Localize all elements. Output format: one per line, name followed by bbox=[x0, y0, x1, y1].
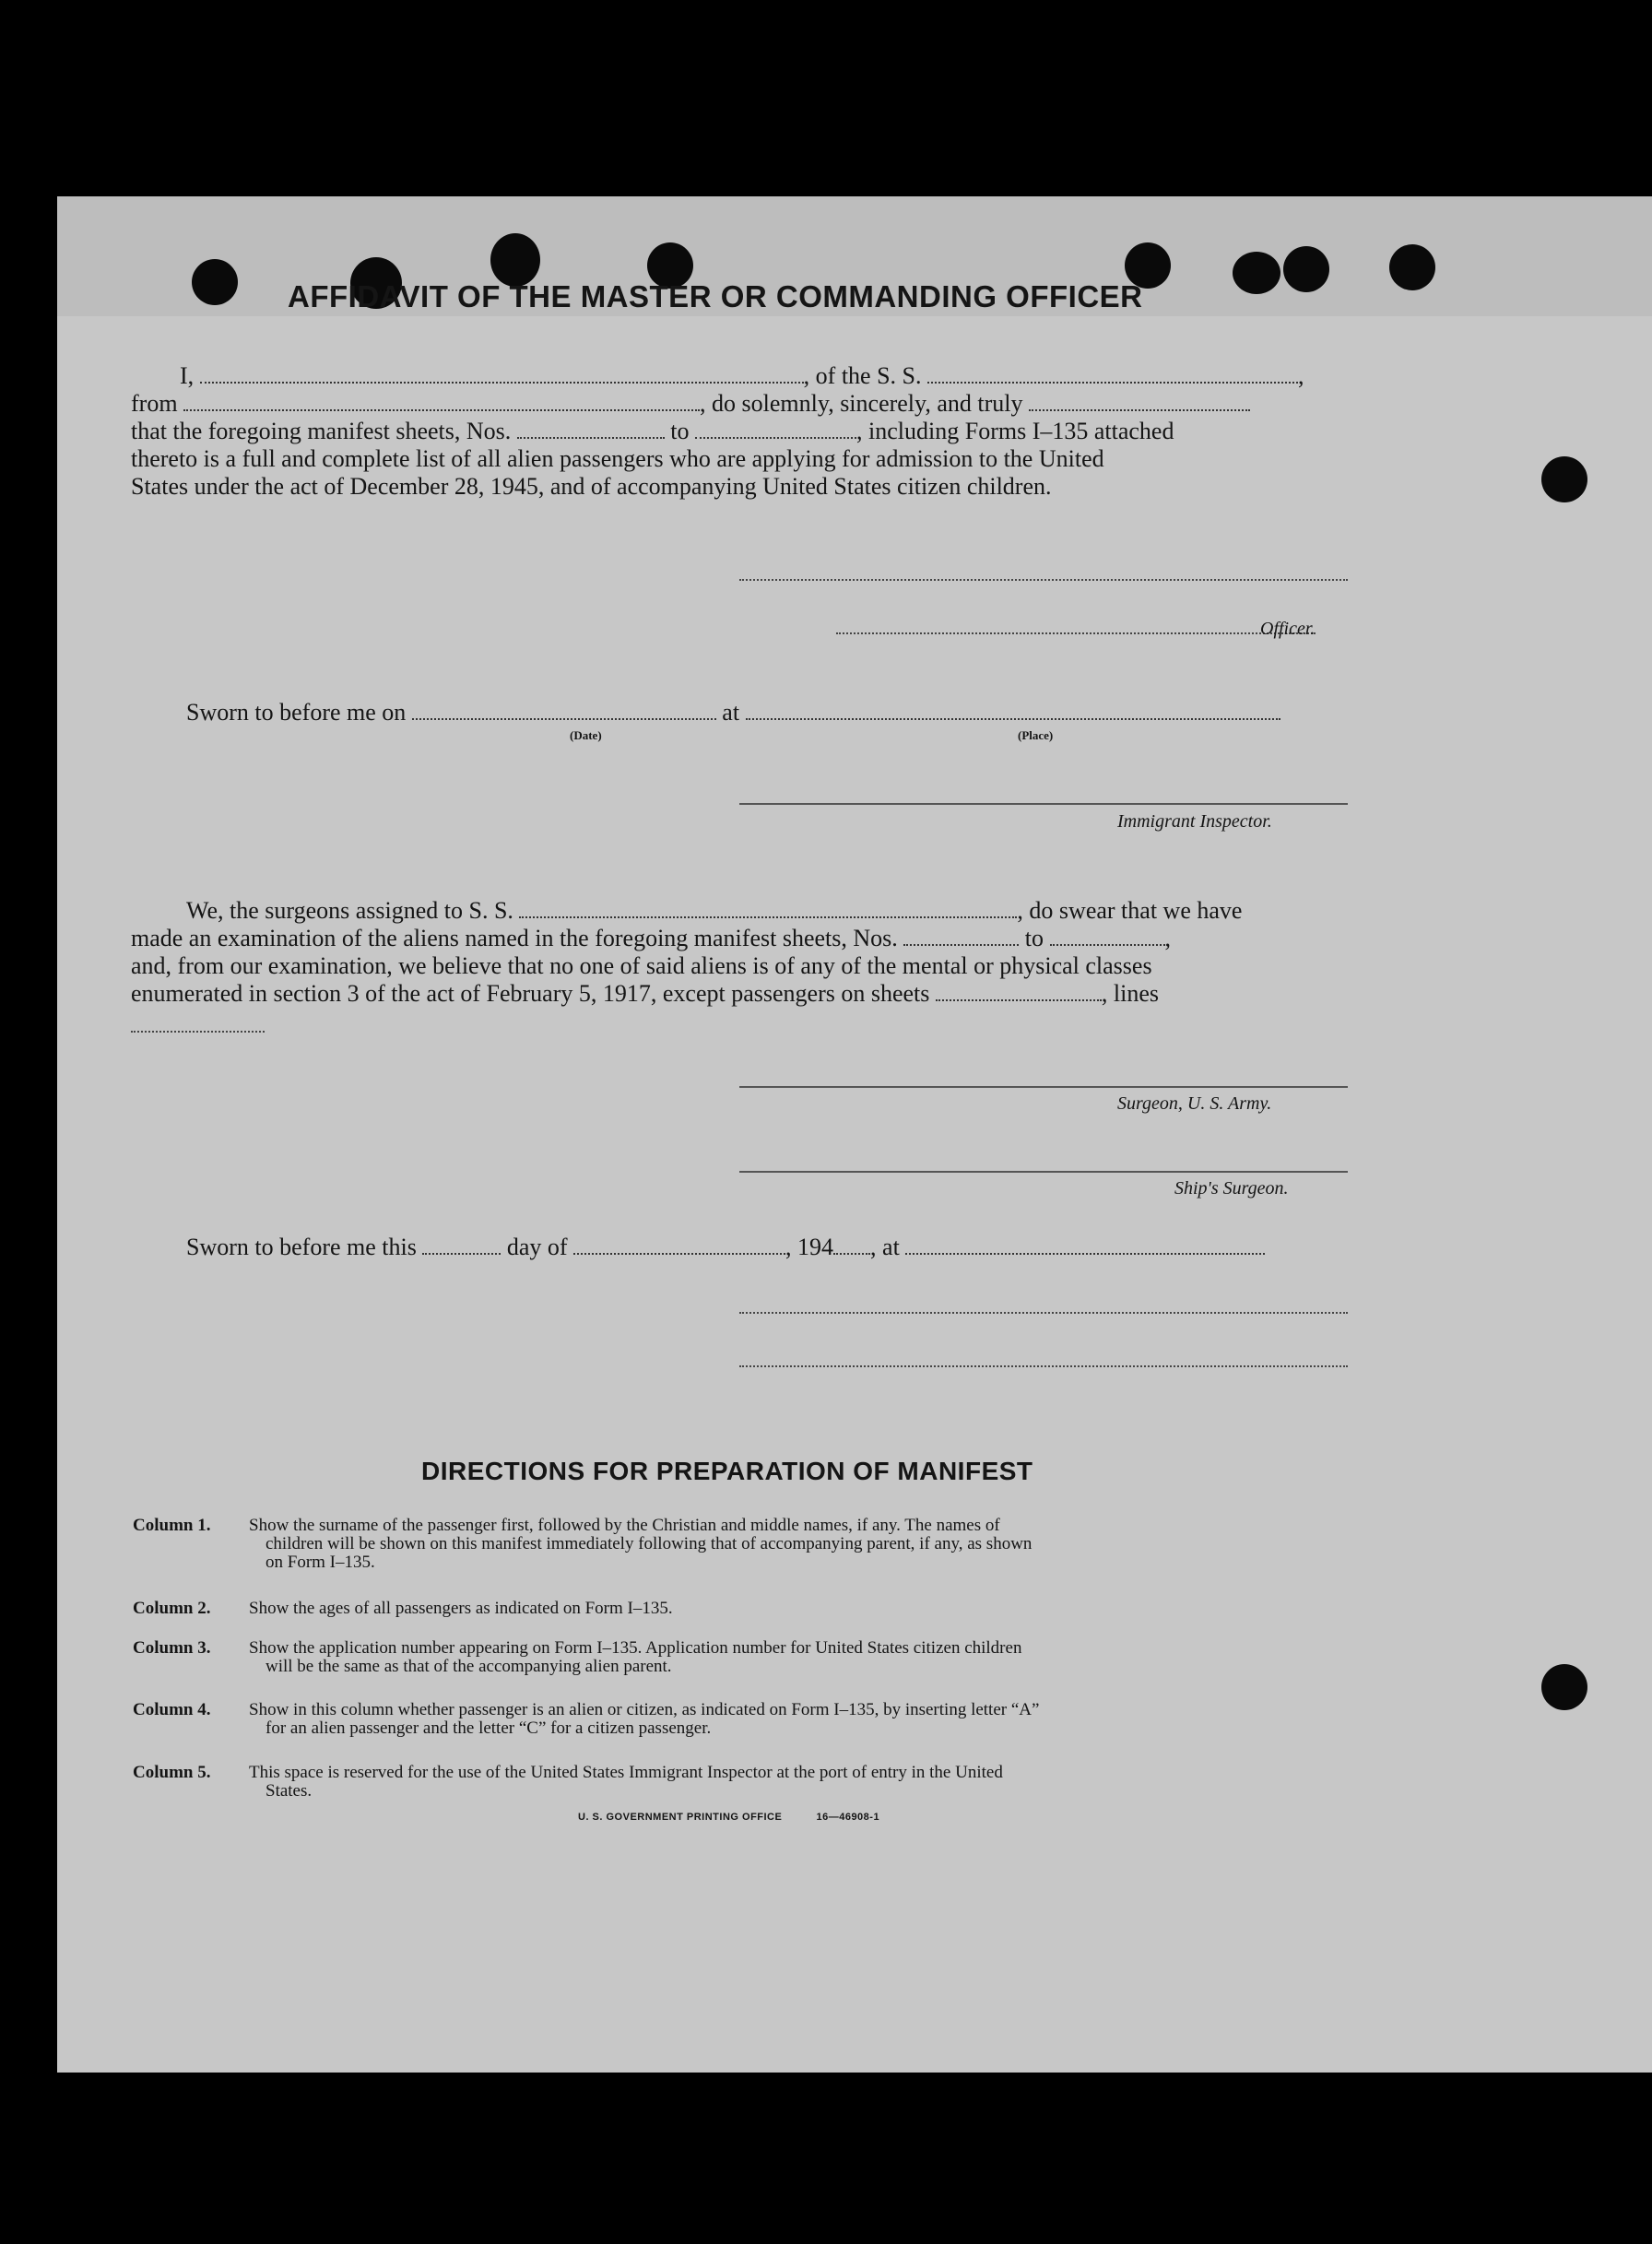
ship-surgeon-signature-line[interactable] bbox=[739, 1171, 1348, 1173]
sworn-location-field[interactable] bbox=[905, 1252, 1265, 1255]
surgeons-line-2: made an examination of the aliens named in the foregoing manifest sheets, Nos. to , bbox=[131, 925, 1171, 951]
punch-hole-icon bbox=[1389, 244, 1435, 290]
direction-item: Column 3. Show the application number appearing on Form I–135. Application number for United States citizen children will be the same as that of the accompanying alien parent. bbox=[133, 1638, 1022, 1676]
date-caption: (Date) bbox=[570, 728, 602, 742]
army-surgeon-label: Surgeon, U. S. Army. bbox=[1117, 1093, 1272, 1114]
sworn-day-field[interactable] bbox=[422, 1252, 501, 1255]
excepted-lines-field[interactable] bbox=[131, 1031, 265, 1033]
immigrant-inspector-label: Immigrant Inspector. bbox=[1117, 811, 1272, 832]
army-surgeon-signature-line[interactable] bbox=[739, 1086, 1348, 1088]
punch-hole-icon bbox=[1233, 252, 1280, 294]
sworn-month-field[interactable] bbox=[573, 1252, 785, 1255]
sworn-place-field[interactable] bbox=[746, 717, 1280, 720]
surgeon-ship-name-field[interactable] bbox=[519, 915, 1017, 918]
affidavit-line-1: I, , of the S. S. , bbox=[180, 362, 1304, 389]
sworn-before-line: Sworn to before me on at bbox=[186, 699, 1280, 726]
punch-hole-icon bbox=[1541, 1664, 1587, 1710]
ship-surgeon-label: Ship's Surgeon. bbox=[1174, 1178, 1289, 1199]
inspector-signature-line[interactable] bbox=[739, 803, 1348, 805]
officer-signature-line[interactable] bbox=[836, 632, 1316, 634]
surgeons-line-4: enumerated in section 3 of the act of February 5, 1917, except passengers on sheets , lines bbox=[131, 980, 1160, 1007]
surgeons-line-1: We, the surgeons assigned to S. S. , do swear that we have bbox=[186, 897, 1243, 924]
affidavit-title: AFFIDAVIT OF THE MASTER OR COMMANDING OFFICER bbox=[288, 279, 1143, 313]
master-name-field[interactable] bbox=[200, 381, 804, 384]
port-of-departure-field[interactable] bbox=[183, 408, 700, 411]
excepted-sheets-field[interactable] bbox=[936, 998, 1102, 1001]
affidavit-line-2: from , do solemnly, sincerely, and truly bbox=[131, 390, 1250, 418]
sworn-this-day-line: Sworn to before me this day of , 194 , at bbox=[186, 1234, 1265, 1261]
sheet-to-field[interactable] bbox=[695, 436, 856, 439]
exam-sheet-from-field[interactable] bbox=[903, 943, 1019, 946]
ship-name-field[interactable] bbox=[927, 381, 1298, 384]
document-page bbox=[57, 196, 1652, 2073]
witness-signature-line-2[interactable] bbox=[739, 1365, 1348, 1367]
surgeons-line-3: and, from our examination, we believe that no one of said aliens is of any of the mental or physical classes bbox=[131, 952, 1152, 979]
punch-hole-icon bbox=[1283, 246, 1329, 292]
affidavit-line-4: thereto is a full and complete list of all alien passengers who are applying for admission to the United bbox=[131, 445, 1104, 472]
directions-title: DIRECTIONS FOR PREPARATION OF MANIFEST bbox=[421, 1457, 1033, 1485]
sworn-year-field[interactable] bbox=[833, 1252, 870, 1255]
sheet-from-field[interactable] bbox=[517, 436, 665, 439]
direction-item: Column 5. This space is reserved for the use of the United States Immigrant Inspector at the port of entry in the United States. bbox=[133, 1763, 1003, 1801]
direction-item: Column 1. Show the surname of the passenger first, followed by the Christian and middle names, if any. The names of children will be shown on this manifest immediately following that of accompanying parent, if any, as shown on Form I–135. bbox=[133, 1516, 1032, 1572]
punch-hole-icon bbox=[192, 259, 238, 305]
master-signature-line[interactable] bbox=[739, 579, 1348, 581]
declare-field[interactable] bbox=[1029, 408, 1250, 411]
affidavit-line-3: that the foregoing manifest sheets, Nos. to , including Forms I–135 attached bbox=[131, 418, 1174, 444]
place-caption: (Place) bbox=[1018, 728, 1054, 742]
printing-office-footer: U. S. GOVERNMENT PRINTING OFFICE 16—46908-1 bbox=[578, 1812, 880, 1823]
officer-label: Officer. bbox=[1260, 619, 1316, 639]
affidavit-line-5: States under the act of December 28, 1945, and of accompanying United States citizen children. bbox=[131, 473, 1052, 500]
direction-item: Column 2. Show the ages of all passengers as indicated on Form I–135. bbox=[133, 1599, 673, 1618]
witness-signature-line-1[interactable] bbox=[739, 1312, 1348, 1314]
punch-hole-icon bbox=[1541, 456, 1587, 502]
sworn-date-field[interactable] bbox=[412, 717, 716, 720]
exam-sheet-to-field[interactable] bbox=[1050, 943, 1165, 946]
direction-item: Column 4. Show in this column whether passenger is an alien or citizen, as indicated on Form I–135, by inserting letter “A” for an alien passenger and the letter “C” for a citizen passenger. bbox=[133, 1700, 1040, 1738]
